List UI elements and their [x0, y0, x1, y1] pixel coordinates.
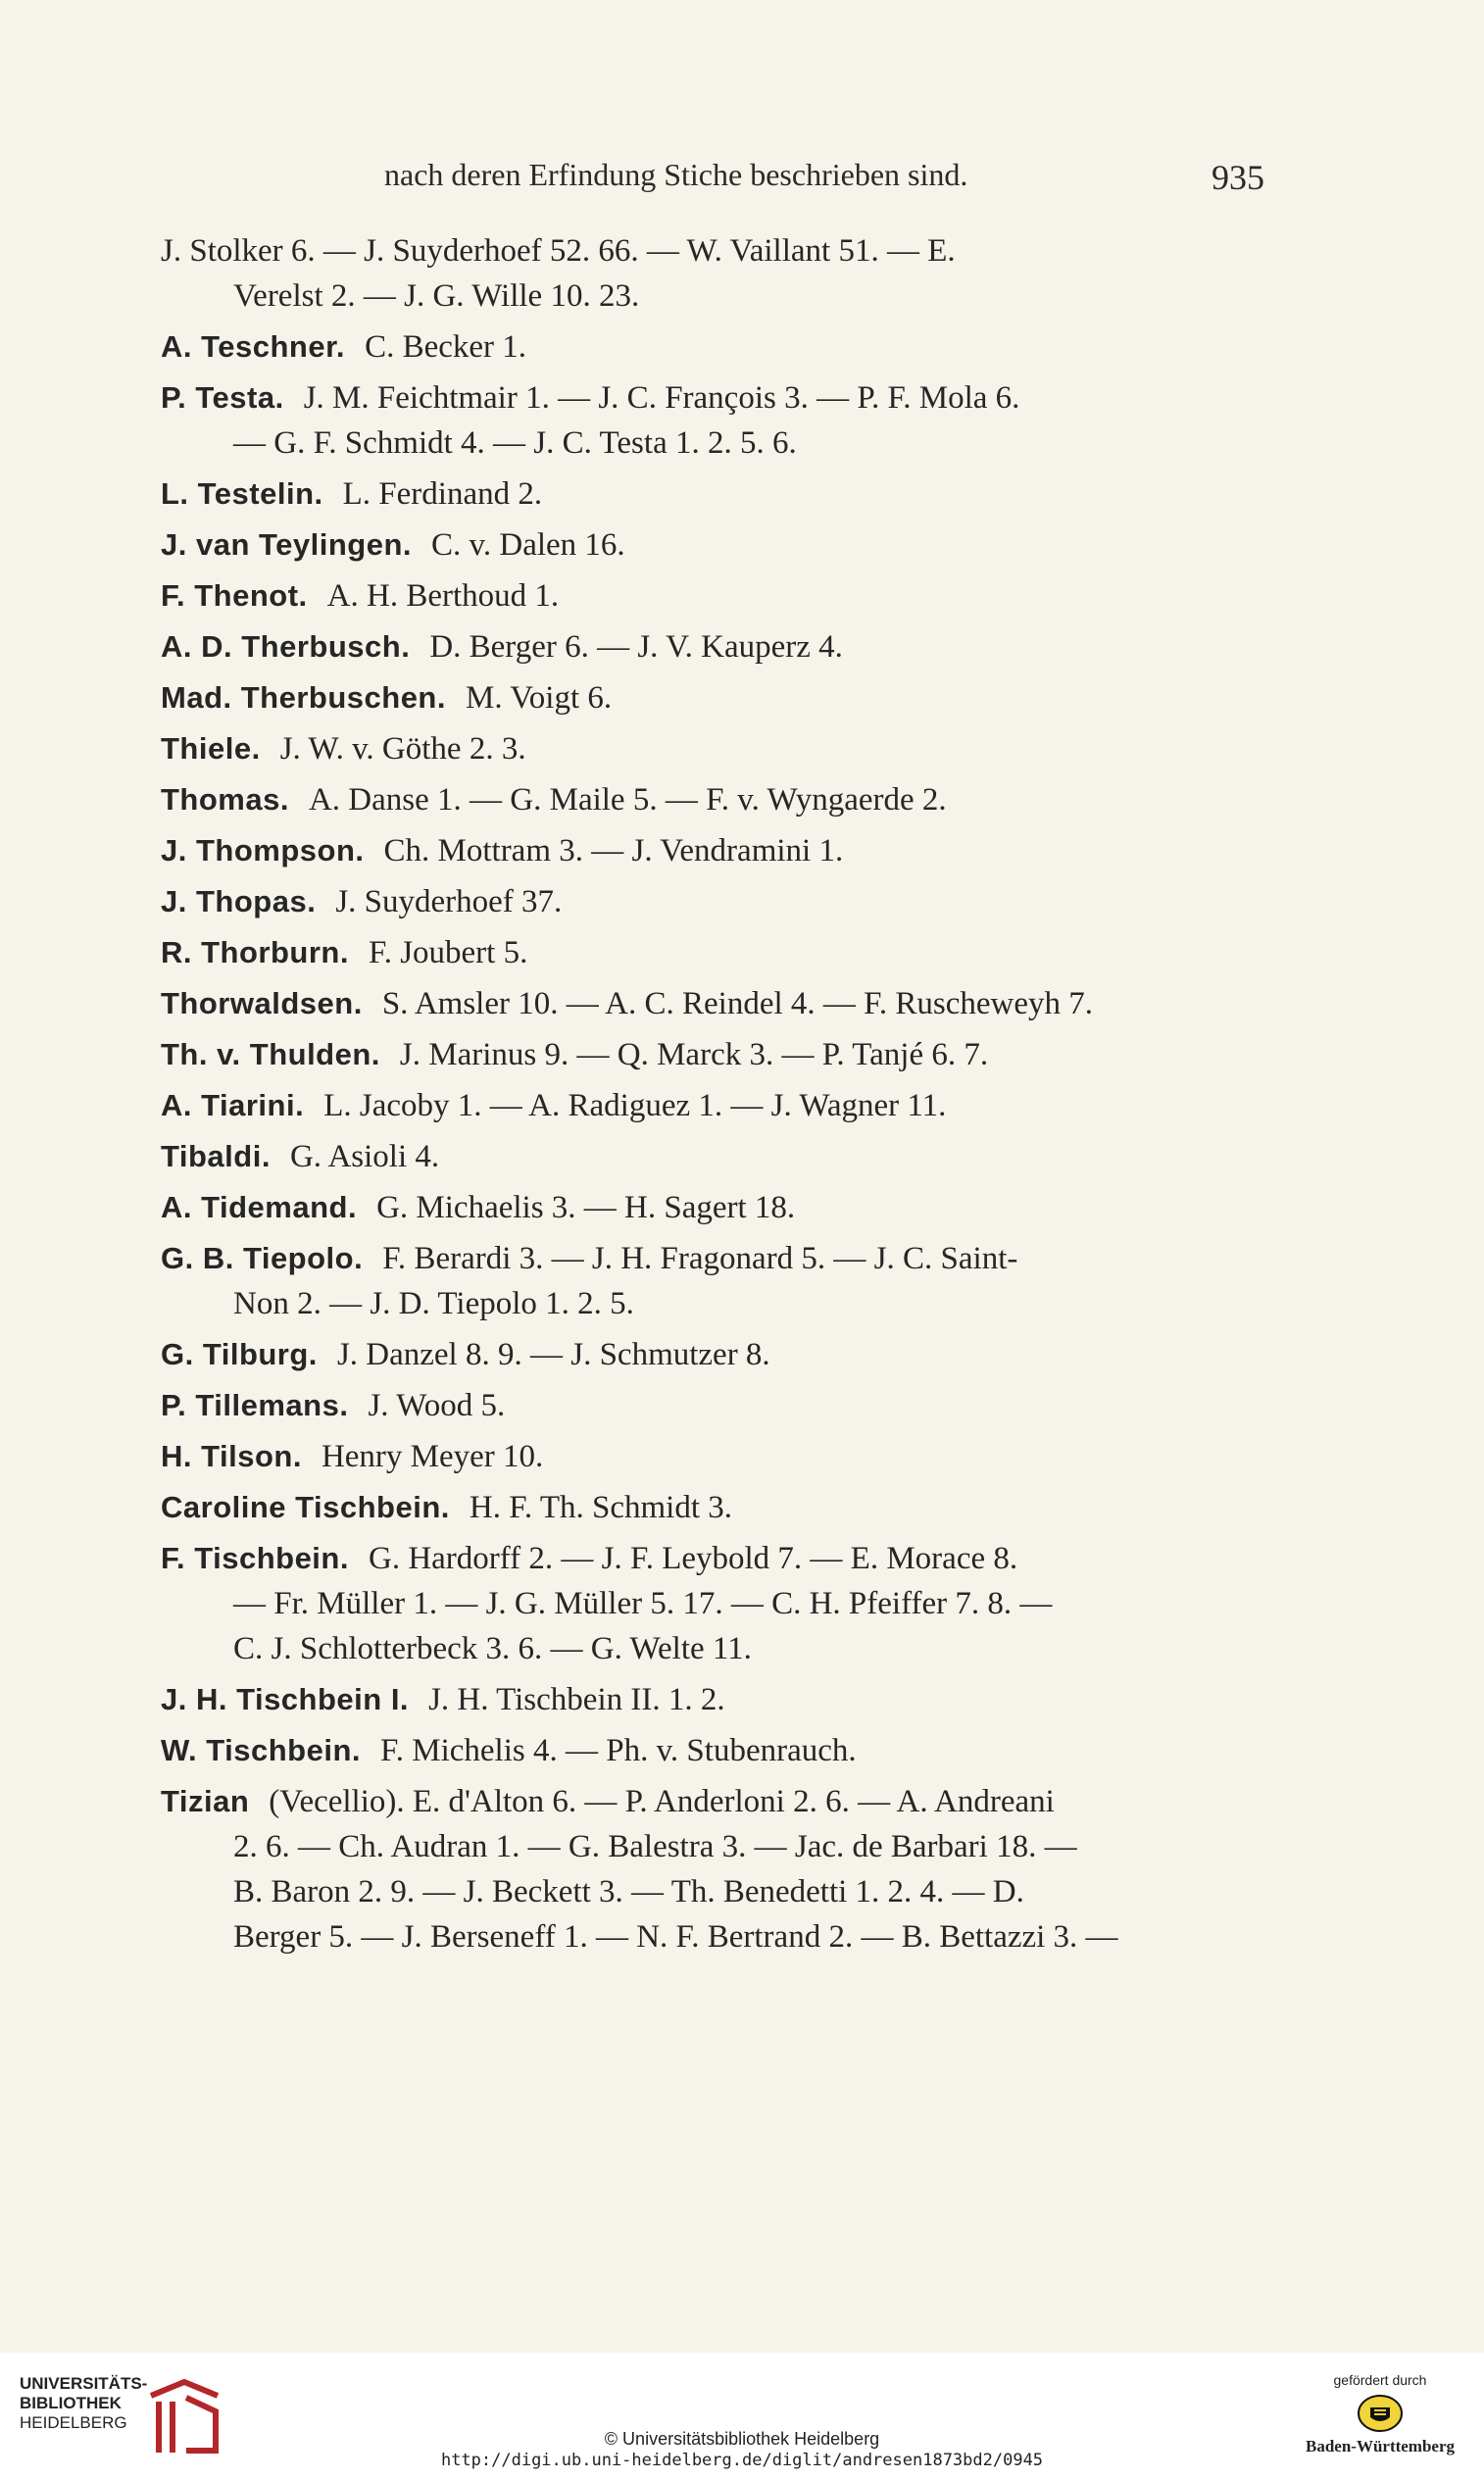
engraver-list: (Vecellio). E. d'Alton 6. — P. Anderloni 2. 6. — A. Andreani [269, 1784, 1055, 1819]
artist-name: J. Thopas. [161, 884, 317, 918]
artist-name: Th. v. Thulden. [161, 1037, 380, 1071]
artist-name: G. B. Tiepolo. [161, 1241, 364, 1275]
engraver-list: G. Michaelis 3. — H. Sagert 18. [376, 1190, 796, 1225]
artist-name: P. Testa. [161, 380, 284, 415]
artist-name: P. Tillemans. [161, 1388, 349, 1422]
engraver-list: J. Stolker 6. — J. Suyderhoef 52. 66. — W. Vaillant 51. — E. [161, 233, 956, 269]
index-entry [157, 624, 1274, 670]
index-entry [157, 471, 1274, 517]
engraver-list: S. Amsler 10. — A. C. Reindel 4. — F. Ruscheweyh 7. [381, 986, 1093, 1021]
engraver-list: Ch. Mottram 3. — J. Vendramini 1. [383, 833, 844, 868]
entry-line [157, 1083, 1274, 1128]
entry-line [157, 1779, 1274, 1824]
entry-line [157, 1914, 1274, 1959]
library-name: UNIVERSITÄTS- BIBLIOTHEK HEIDELBERG [20, 2374, 148, 2432]
page-number: 935 [1212, 158, 1264, 197]
entry-line [157, 471, 1274, 517]
engraver-list: A. Danse 1. — G. Maile 5. — F. v. Wyngaerde 2. [308, 782, 947, 818]
entry-line [157, 1626, 1274, 1671]
index-entry [157, 1236, 1274, 1326]
index-entry [157, 1134, 1274, 1179]
entry-line [157, 421, 1274, 466]
entry-line [157, 1134, 1274, 1179]
engraver-list: G. Asioli 4. [289, 1139, 440, 1174]
artist-name: Caroline Tischbein. [161, 1490, 450, 1524]
sponsor-block [1302, 2372, 1459, 2456]
engraver-list: J. Marinus 9. — Q. Marck 3. — P. Tanjé 6. 7. [399, 1037, 989, 1072]
engraver-list: C. v. Dalen 16. [431, 527, 625, 563]
artist-name: Tibaldi. [161, 1139, 271, 1173]
index-entry [157, 1677, 1274, 1722]
engraver-list: F. Michelis 4. — Ph. v. Stubenrauch. [380, 1733, 857, 1768]
engraver-list: — G. F. Schmidt 4. — J. C. Testa 1. 2. 5. 6. [233, 425, 797, 461]
artist-name: L. Testelin. [161, 476, 323, 511]
entry-line [157, 1677, 1274, 1722]
entry-line [157, 273, 1274, 319]
engraver-list: — Fr. Müller 1. — J. G. Müller 5. 17. — C. H. Pfeiffer 7. 8. — [233, 1586, 1053, 1621]
index-entry [157, 1032, 1274, 1077]
entry-line [157, 375, 1274, 421]
engraver-list: F. Berardi 3. — J. H. Fragonard 5. — J. C. Saint- [382, 1241, 1018, 1276]
index-entry [157, 1485, 1274, 1530]
entry-line [157, 1332, 1274, 1377]
index-entry [157, 879, 1274, 924]
index-entry [157, 1332, 1274, 1377]
index-entry [157, 1779, 1274, 1959]
index-entry [157, 1083, 1274, 1128]
index-entry [157, 777, 1274, 822]
entry-line [157, 522, 1274, 568]
index-entries [157, 228, 1274, 1965]
engraver-list: Henry Meyer 10. [321, 1439, 544, 1474]
entry-line [157, 1185, 1274, 1230]
artist-name: Mad. Therbuschen. [161, 680, 446, 715]
artist-name: H. Tilson. [161, 1439, 302, 1473]
entry-line [157, 1728, 1274, 1773]
artist-name: G. Tilburg. [161, 1337, 318, 1371]
engraver-list: A. H. Berthoud 1. [326, 578, 560, 614]
artist-name: A. Tiarini. [161, 1088, 305, 1122]
entry-line [157, 324, 1274, 370]
index-entry [157, 1536, 1274, 1671]
artist-name: F. Thenot. [161, 578, 308, 613]
engraver-list: L. Ferdinand 2. [342, 476, 543, 512]
entry-line [157, 1434, 1274, 1479]
index-entry [157, 726, 1274, 771]
engraver-list: J. Danzel 8. 9. — J. Schmutzer 8. [336, 1337, 770, 1372]
index-entry [157, 828, 1274, 873]
engraver-list: M. Voigt 6. [465, 680, 613, 716]
entry-line [157, 1281, 1274, 1326]
sponsor-label: gefördert durch [1333, 2372, 1427, 2388]
artist-name: Tizian [161, 1784, 250, 1818]
entry-line [157, 228, 1274, 273]
engraver-list: G. Hardorff 2. — J. F. Leybold 7. — E. Morace 8. [368, 1541, 1018, 1576]
index-entry [157, 675, 1274, 720]
artist-name: Thorwaldsen. [161, 986, 363, 1020]
artist-name: J. H. Tischbein I. [161, 1682, 410, 1716]
index-entry [157, 981, 1274, 1026]
entry-line [157, 1236, 1274, 1281]
index-entry [157, 1185, 1274, 1230]
entry-line [157, 624, 1274, 670]
engraver-list: J. W. v. Göthe 2. 3. [279, 731, 526, 767]
index-entry [157, 1728, 1274, 1773]
entry-line [157, 828, 1274, 873]
entry-line [157, 930, 1274, 975]
entry-line [157, 726, 1274, 771]
engraver-list: Verelst 2. — J. G. Wille 10. 23. [233, 278, 640, 314]
engraver-list: F. Joubert 5. [368, 935, 528, 970]
artist-name: Thiele. [161, 731, 261, 766]
artist-name: A. Tidemand. [161, 1190, 358, 1224]
index-entry [157, 1434, 1274, 1479]
entry-line [157, 1485, 1274, 1530]
index-entry [157, 375, 1274, 466]
permalink[interactable]: http://digi.ub.uni-heidelberg.de/diglit/andresen1873bd2/0945 [440, 2451, 1044, 2470]
engraver-list: C. Becker 1. [365, 329, 527, 365]
index-entry [157, 930, 1274, 975]
page-header [157, 157, 1264, 216]
entry-line [157, 1824, 1274, 1869]
artist-name: J. Thompson. [161, 833, 365, 868]
engraver-list: Berger 5. — J. Berseneff 1. — N. F. Bertrand 2. — B. Bettazzi 3. — [233, 1919, 1118, 1955]
index-entry [157, 324, 1274, 370]
sponsor-name: Baden-Württemberg [1305, 2437, 1456, 2455]
engraver-list: H. F. Th. Schmidt 3. [469, 1490, 732, 1525]
engraver-list: J. H. Tischbein II. 1. 2. [428, 1682, 725, 1717]
footer [0, 2353, 1484, 2480]
copyright-notice: © Universitätsbibliothek Heidelberg [604, 2429, 880, 2449]
engraver-list: Non 2. — J. D. Tiepolo 1. 2. 5. [233, 1286, 634, 1321]
entry-line [157, 777, 1274, 822]
engraver-list: 2. 6. — Ch. Audran 1. — G. Balestra 3. — Jac. de Barbari 18. — [233, 1829, 1077, 1864]
entry-line [157, 1032, 1274, 1077]
coat-of-arms-icon [1357, 2394, 1404, 2433]
index-entry [157, 1383, 1274, 1428]
artist-name: A. D. Therbusch. [161, 629, 411, 664]
engraver-list: J. Suyderhoef 37. [335, 884, 563, 919]
index-entry [157, 228, 1274, 319]
engraver-list: J. Wood 5. [368, 1388, 506, 1423]
engraver-list: J. M. Feichtmair 1. — J. C. François 3. — P. F. Mola 6. [303, 380, 1020, 416]
entry-line [157, 675, 1274, 720]
engraver-list: D. Berger 6. — J. V. Kauperz 4. [429, 629, 843, 665]
running-title: nach deren Erfindung Stiche beschrieben sind. [384, 157, 968, 192]
index-entry [157, 522, 1274, 568]
entry-line [157, 1383, 1274, 1428]
artist-name: Thomas. [161, 782, 289, 817]
artist-name: F. Tischbein. [161, 1541, 349, 1575]
engraver-list: B. Baron 2. 9. — J. Beckett 3. — Th. Benedetti 1. 2. 4. — D. [233, 1874, 1024, 1910]
artist-name: R. Thorburn. [161, 935, 349, 969]
artist-name: A. Teschner. [161, 329, 346, 364]
engraver-list: C. J. Schlotterbeck 3. 6. — G. Welte 11. [233, 1631, 752, 1666]
artist-name: W. Tischbein. [161, 1733, 362, 1767]
artist-name: J. van Teylingen. [161, 527, 413, 562]
index-entry [157, 573, 1274, 619]
entry-line [157, 879, 1274, 924]
engraver-list: L. Jacoby 1. — A. Radiguez 1. — J. Wagner 11. [323, 1088, 947, 1123]
entry-line [157, 1536, 1274, 1581]
entry-line [157, 981, 1274, 1026]
entry-line [157, 573, 1274, 619]
entry-line [157, 1581, 1274, 1626]
entry-line [157, 1869, 1274, 1914]
